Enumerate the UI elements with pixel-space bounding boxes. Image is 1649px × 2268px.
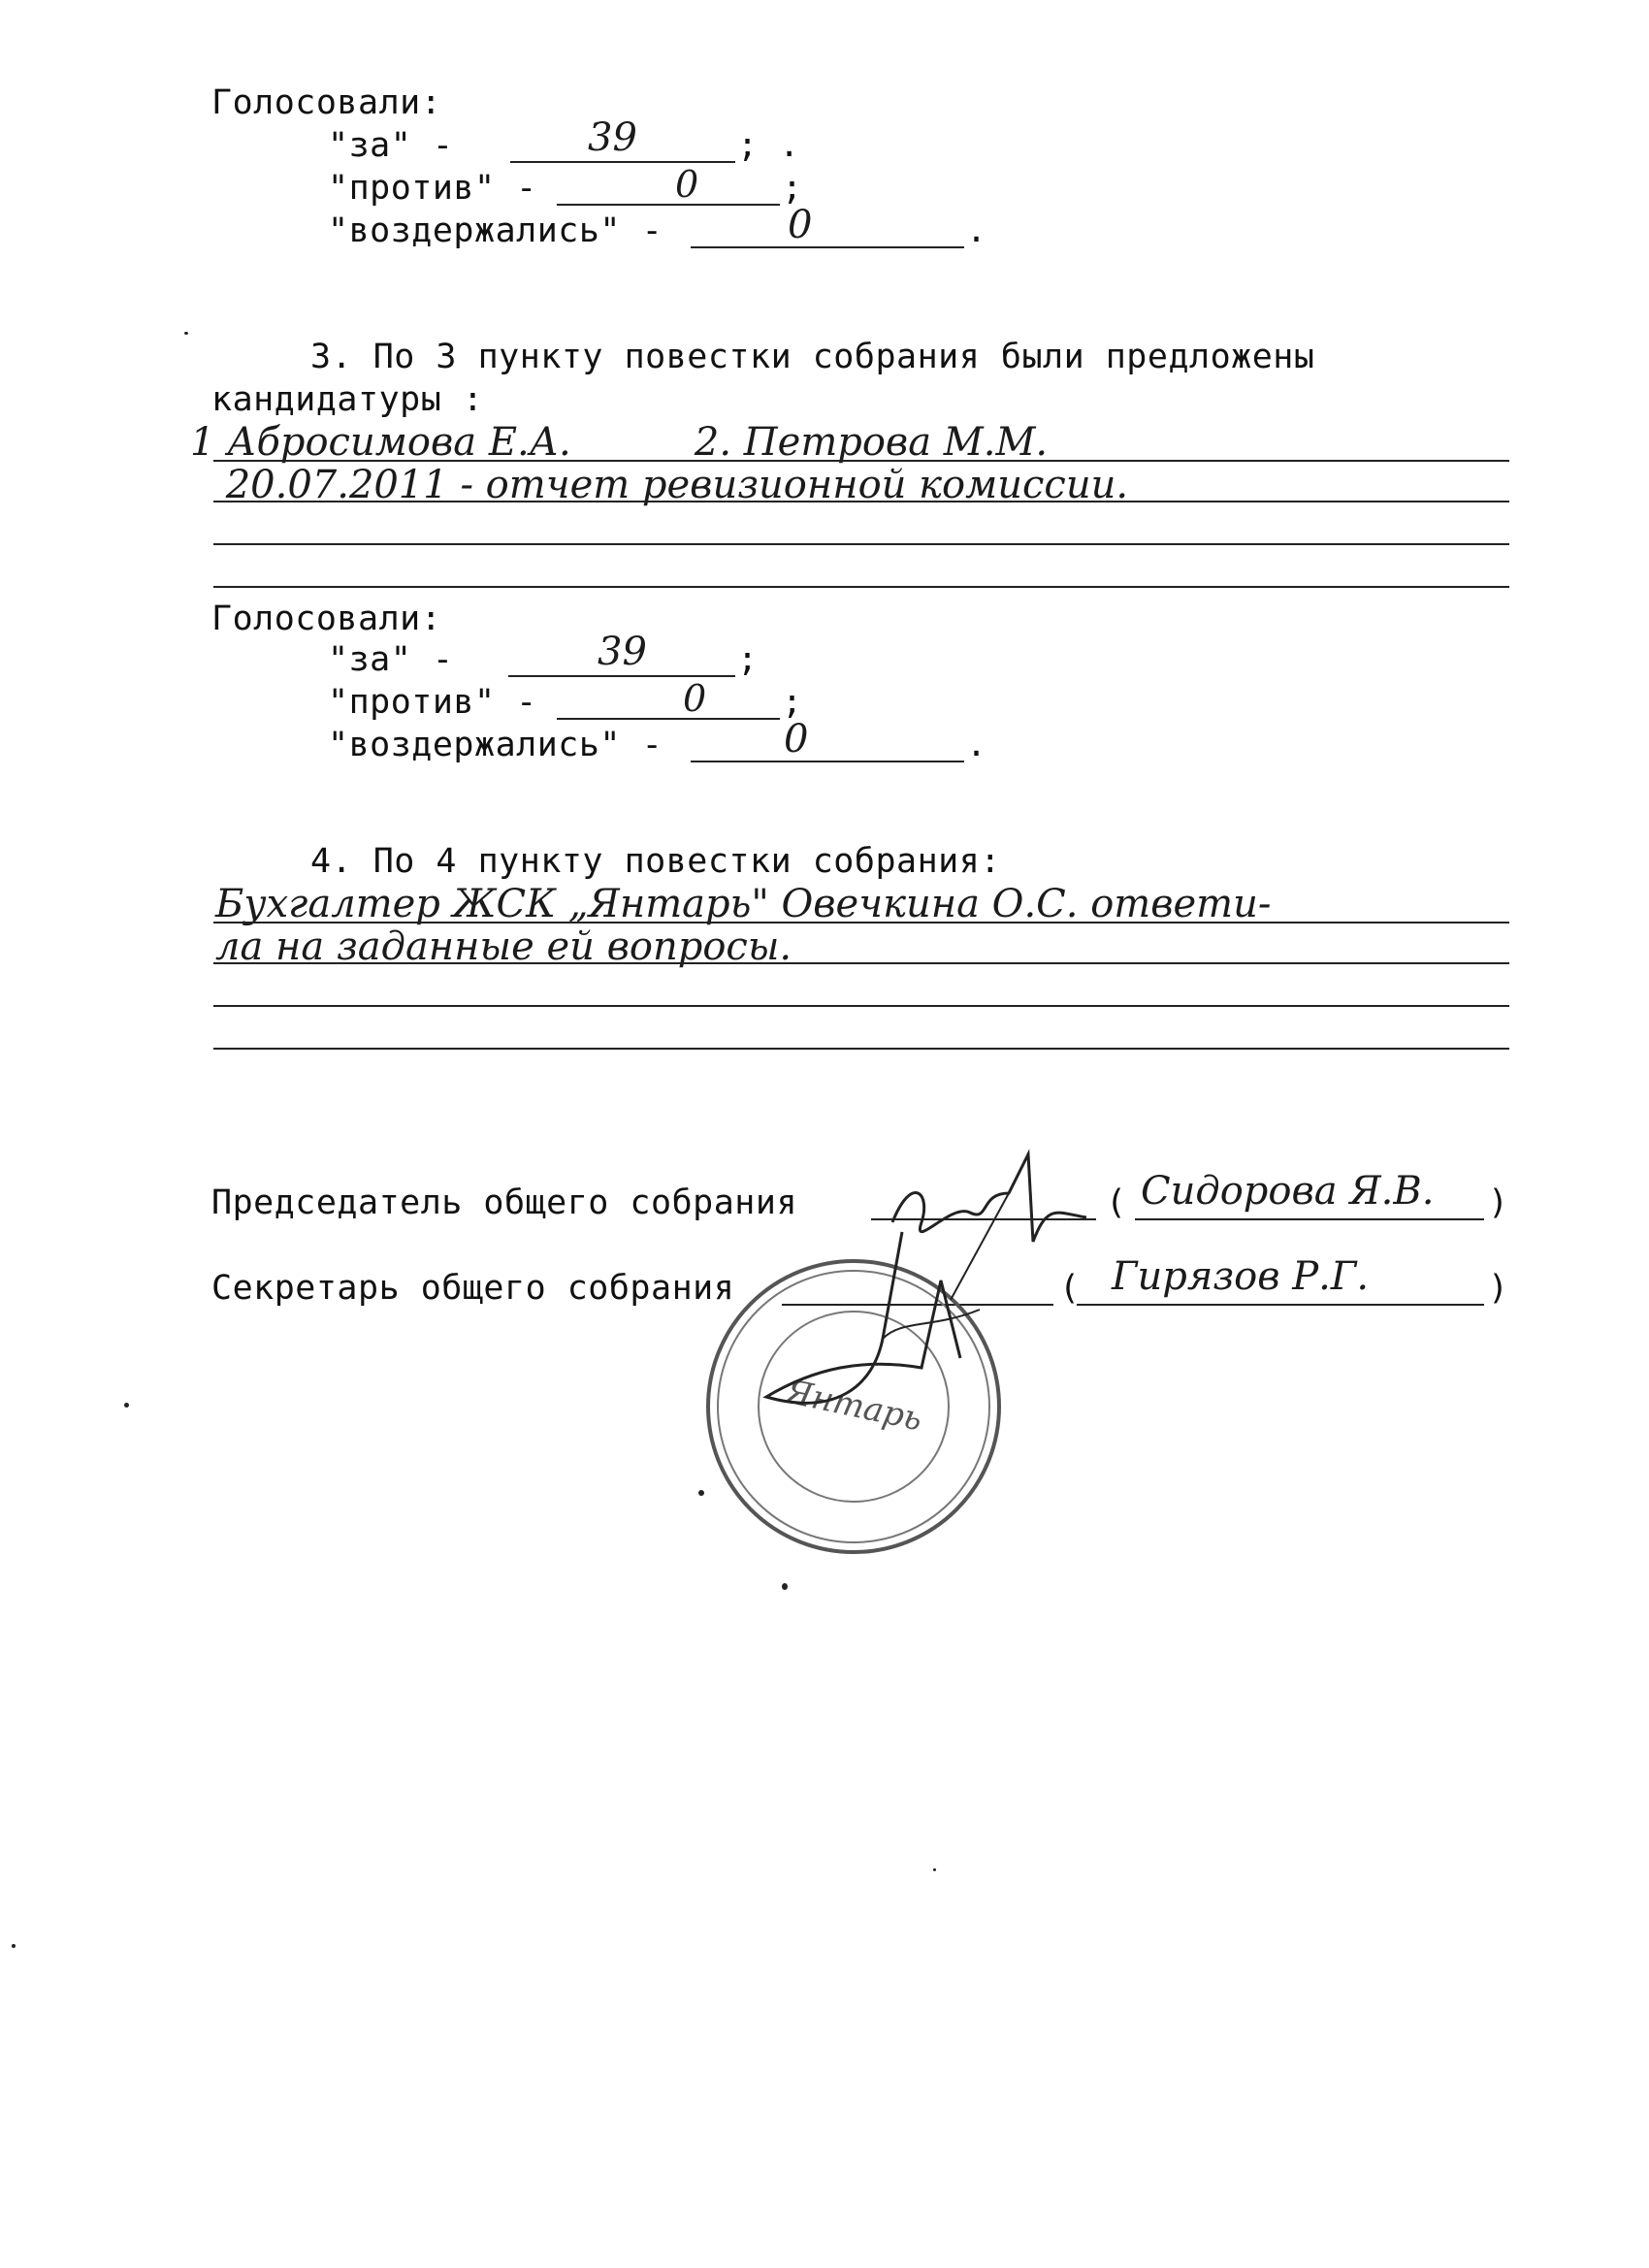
vote-against-line-2 [557, 718, 780, 720]
scan-speck [933, 1868, 936, 1871]
scan-speck [12, 1944, 16, 1948]
vote-against-end-2: ; [782, 683, 803, 722]
secretary-signature [737, 1222, 1028, 1436]
vote-against-value-1: 0 [675, 163, 699, 206]
vote-against-end-1: ; [782, 169, 803, 208]
secretary-name-line [1077, 1304, 1484, 1306]
vote-heading-2: Голосовали: [211, 599, 442, 638]
chair-label: Председатель общего собрания [211, 1183, 798, 1222]
scan-speck [124, 1403, 129, 1408]
item4-handwritten-line2: ла на заданные ей вопросы. [215, 924, 792, 969]
vote-abstain-label-2: "воздержались" - [328, 726, 663, 764]
vote-for-label-1: "за" - [328, 126, 454, 165]
chair-name-line [1135, 1218, 1484, 1220]
vote-for-end-2: ; [737, 640, 759, 679]
chair-name: Сидорова Я.В. [1141, 1169, 1435, 1214]
item3-handwritten-line1: 1 Абросимова Е.А. 2. Петрова М.М. [190, 420, 1049, 465]
item3-rule-1 [213, 460, 1509, 462]
item4-rule-3 [213, 1005, 1509, 1007]
item3-rule-2 [213, 501, 1509, 502]
chair-paren-open: ( [1106, 1183, 1127, 1222]
vote-for-value-2: 39 [598, 630, 647, 674]
item3-rule-4 [213, 586, 1509, 588]
vote-abstain-value-2: 0 [784, 717, 809, 761]
vote-for-end-1: ; . [737, 126, 800, 165]
stamp-center-text: Янтарь [782, 1372, 926, 1440]
item4-handwritten-line1: Бухгалтер ЖСК „Янтарь" Овечкина О.С. ответи- [215, 882, 1272, 926]
item3-text-line1: 3. По 3 пункту повестки собрания были предложены [310, 338, 1315, 376]
vote-against-label-1: "против" - [328, 169, 537, 208]
vote-for-label-2: "за" - [328, 640, 454, 679]
vote-abstain-line-1 [691, 246, 964, 248]
vote-heading-1: Голосовали: [211, 83, 442, 122]
vote-abstain-value-1: 0 [788, 203, 813, 247]
secretary-label: Секретарь общего собрания [211, 1269, 735, 1308]
scan-speck [782, 1583, 788, 1590]
chair-paren-close: ) [1488, 1183, 1509, 1222]
item4-rule-2 [213, 962, 1509, 964]
vote-against-line-1 [557, 204, 780, 206]
vote-for-line-1 [510, 161, 735, 163]
secretary-paren-close: ) [1488, 1269, 1509, 1308]
item4-rule-1 [213, 922, 1509, 923]
secretary-paren-open: ( [1059, 1269, 1081, 1308]
vote-abstain-end-1: . [966, 211, 987, 250]
scan-speck [698, 1490, 704, 1496]
vote-against-label-2: "против" - [328, 683, 537, 722]
item3-rule-3 [213, 543, 1509, 545]
item4-rule-4 [213, 1048, 1509, 1050]
vote-abstain-label-1: "воздержались" - [328, 211, 663, 250]
item3-text-line2: кандидатуры : [211, 380, 484, 419]
scan-speck [184, 332, 188, 335]
item3-handwritten-line2: 20.07.2011 - отчет ревизионной комиссии. [213, 463, 1129, 507]
vote-for-value-1: 39 [588, 115, 637, 160]
item4-text-line1: 4. По 4 пункту повестки собрания: [310, 842, 1001, 881]
vote-abstain-line-2 [691, 761, 964, 762]
vote-abstain-end-2: . [966, 726, 987, 764]
secretary-name: Гирязов Р.Г. [1112, 1254, 1370, 1299]
vote-against-value-2: 0 [683, 677, 707, 720]
